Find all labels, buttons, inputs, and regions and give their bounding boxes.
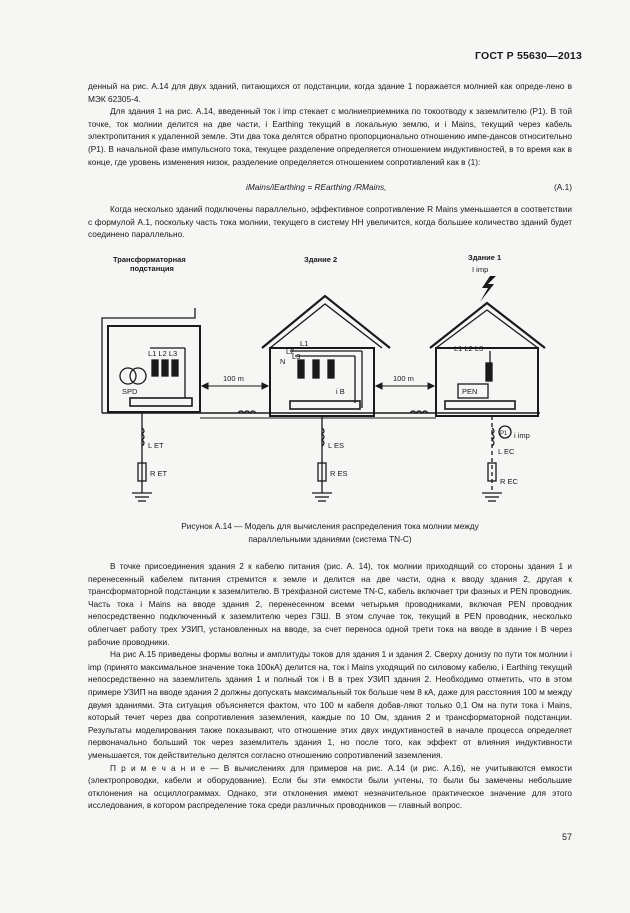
label-l-et: L ET (148, 441, 164, 450)
label-spd: SPD (122, 387, 138, 396)
intro-text (88, 80, 572, 168)
building1-walls (436, 348, 538, 416)
label-l-ec: L EC (498, 447, 515, 456)
paragraph-intro-3: Когда несколько зданий подключены параллельно, эффективное сопротивление R Mains уменьшается в соответствии с формулой А.1, поскольку часть тока молнии, текущего в систему НН увеличится, когда большее количество зданий будет соединено параллельно. (88, 204, 572, 240)
note-label: П р и м е ч а н и е (110, 762, 206, 773)
intro-text-2 (88, 203, 572, 241)
label-l3: L3 (292, 352, 301, 361)
standard-header: ГОСТ Р 55630—2013 (474, 50, 582, 62)
label-l123-building1: L1 L2 L3 (454, 344, 484, 353)
lightning-bolt-icon (480, 276, 496, 302)
building2-walls (270, 348, 374, 416)
label-r-et: R ET (150, 469, 168, 478)
label-i-b: i B (336, 387, 345, 396)
label-building1: Здание 1 (468, 253, 502, 262)
paragraph-4: В точке присоединения здания 2 к кабелю питания (рис. А. 14), ток молнии приходящий со стороны здания 1 и перенесенный кабелем питания стремится к земле и делится на две части, одна к вводу здания 2, другая к трансформаторной подстанции к заземлителю. В трехфазной системе TN-C, кабель включает три фазных и PEN проводник. Часть тока i Mains на вводе здания 2, перенесенном всеми четырьмя проводниками, включая PEN проводник непосредственно подключенный к заземлителю через ГЗШ. В этом случае ток, текущий в PEN проводник, несколько облегчает работу трех УЗИП, установленных на вводе, за счет переноса одной трети тока на вводе в здание i B через рабочие проводники. (88, 561, 572, 647)
formula-number: (А.1) (554, 182, 572, 192)
note-text: — В вычислениях для примеров на рис. А.14 (и рис. А.16), не учитываются емкости (электропроводки, кабели и оборудование). Если бы эти емкости были учтены, то были бы замечены небольшие отклонения на осциллограммах. Однако, эти отклонения имеют незначительное практическое значение для этого исследования, в котором распределение тока среди различных проводников — главный вопрос. (88, 762, 572, 811)
label-distance-2: 100 m (393, 374, 414, 383)
building2-roof (262, 296, 390, 348)
paragraph-intro-2: Для здания 1 на рис. А.14, введенный ток i imp стекает с молниеприемника по токоотводу к заземлителю (Р1). В той точке, ток молнии делится на две части, i Earthing текущий в локальную землю, и i Mains, текущий через кабель электропитания к удаленной земле. Эти два тока делятся обратно пропорционально отношению импе-дансов относительно (Р1). В начальной фазе импульсного тока, текущее разделение определяется отношением индуктивностей, в то время как в конце, где уровень изменения низок, разделение определяется отношением сопротивлений как в (1): (88, 106, 572, 167)
caption-line-1: Рисунок А.14 — Модель для вычисления распределения тока молнии между (181, 521, 479, 531)
label-substation-2: подстанция (130, 264, 174, 273)
label-l2: L2 (286, 347, 295, 356)
body-text (88, 560, 572, 812)
figure-caption (110, 520, 550, 546)
label-r-ec: R EC (500, 477, 518, 486)
label-i-imp: I imp (472, 265, 489, 274)
label-l123-substation: L1 L2 L3 (148, 349, 178, 358)
page-number: 57 (561, 832, 572, 842)
label-n: N (280, 357, 286, 366)
paragraph-note (88, 762, 572, 812)
circuit-diagram (90, 248, 560, 518)
label-p1: P1 (500, 431, 508, 437)
label-l1: L1 (300, 339, 309, 348)
formula-expression: iMains/iEarthing = REarthing /RMains, (246, 182, 387, 192)
paragraph-intro-1: денный на рис. А.14 для двух зданий, питающихся от подстанции, когда здание 1 поражается молнией как опреде-ленo в МЭК 62305-4. (88, 81, 572, 104)
label-i-imp-bottom: i imp (514, 431, 530, 440)
label-building2: Здание 2 (304, 255, 338, 264)
formula-a1 (88, 182, 572, 196)
label-distance-1: 100 m (223, 374, 244, 383)
label-r-es: R ES (330, 469, 348, 478)
caption-line-2: параллельными зданиями (система TN-C) (248, 534, 412, 544)
label-l-es: L ES (328, 441, 344, 450)
paragraph-5: На рис А.15 приведены формы волны и амплитуды токов для здания 1 и здания 2. Сверху донизу по пути ток молнии i imp (принято максимальное значение тока 100кА) делится на, ток i Mains уходящий по силовому кабелю, i Earthing текущий непосредственно на заземлитель здания 1 и полный ток i B в трех УЗИП здания 2. Необходимо отметить, что в этом примере УЗИП на вводе здания 2 должны допускать максимальный ток больше чем 8 кА, даже для расстояния 100 м между двумя зданиями. Эта ситуация объясняется фактом, что 100 м кабеля добав-ляют только 0,1 Ом на пути тока i Mains, который течет через два сопротивления заземления, каждые по 10 Ом, здания 2 и трансформаторной подстанции. Результаты моделирования также показывают, что отношение этих двух индуктивностей в начале процесса определяет первоначально больший ток через заземлитель здания 1, но после того, как эффект от влияния индуктивности уменьшается, ток действительно делятся согласно отношению сопротивлений заземления. (88, 649, 572, 760)
label-substation-1: Трансформаторная (113, 255, 186, 264)
label-pen: PEN (462, 387, 478, 396)
